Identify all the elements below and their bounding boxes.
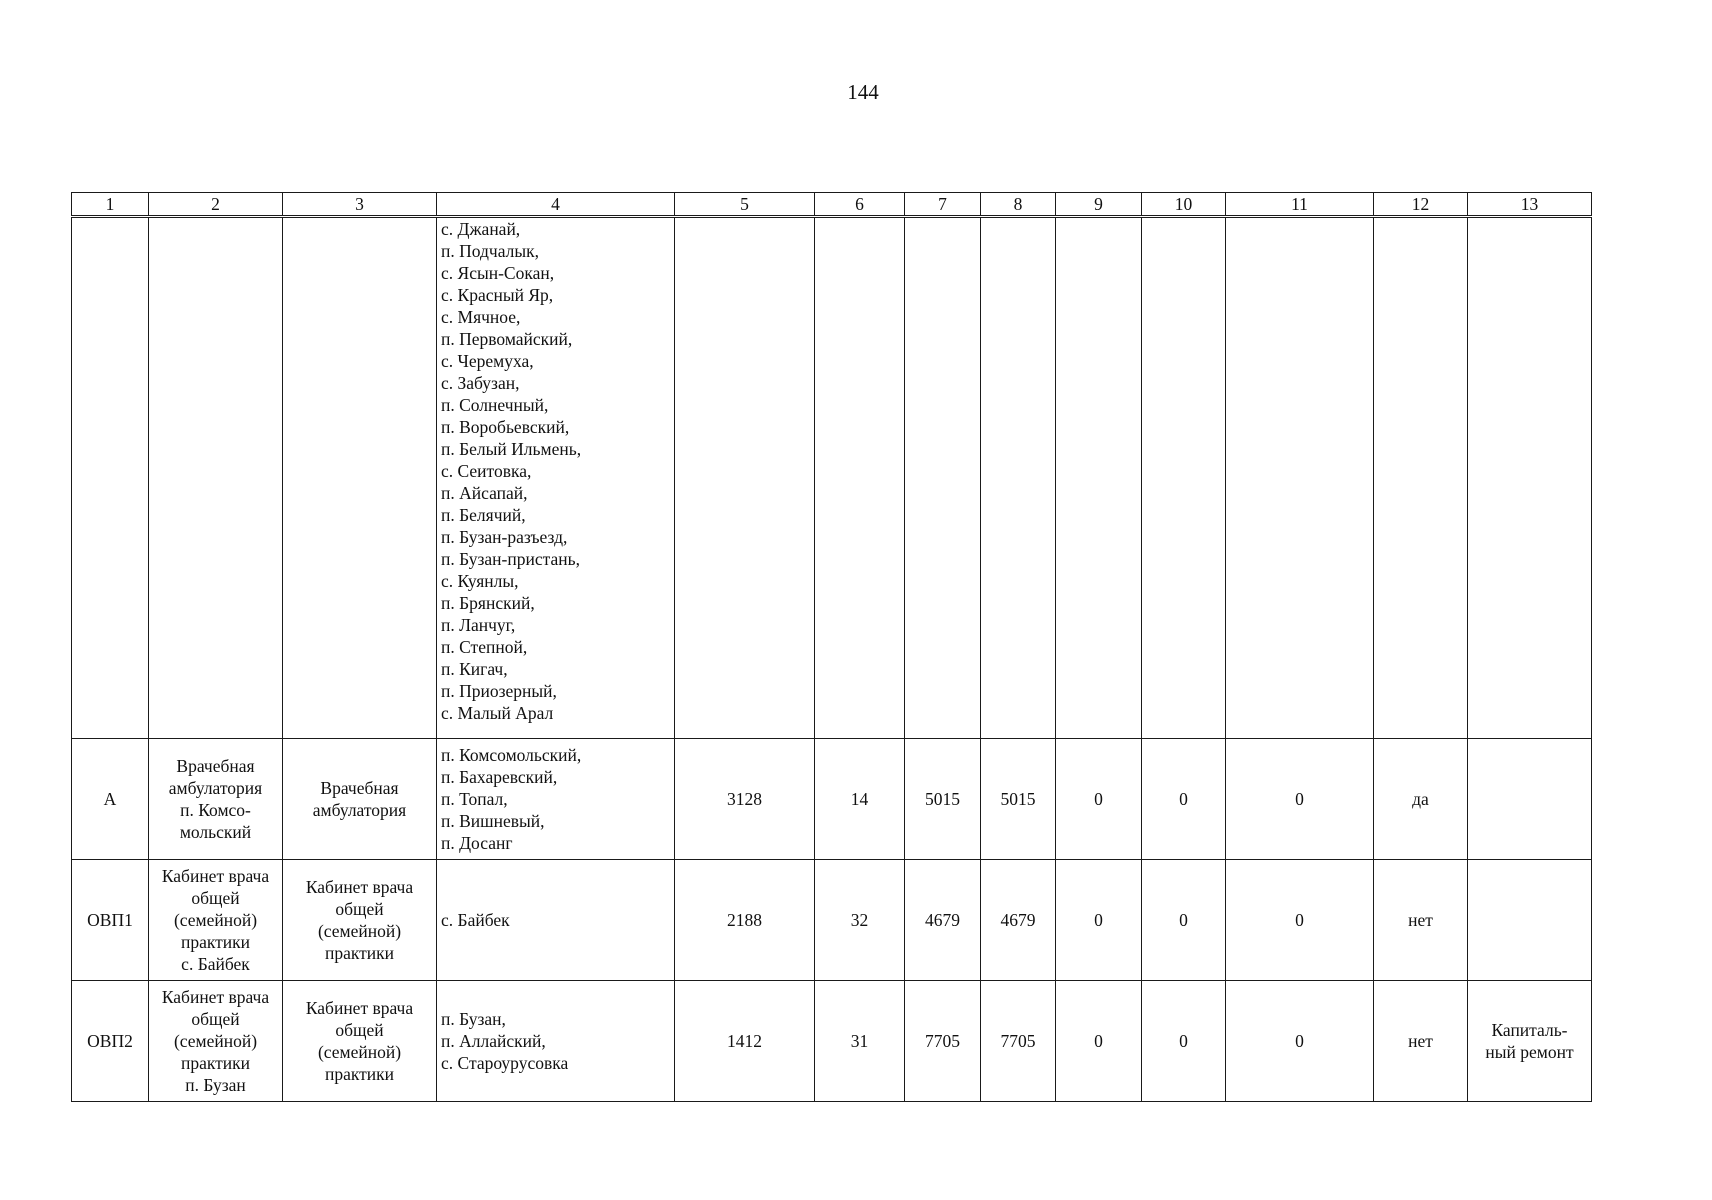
column-header-12: 12 [1374, 193, 1468, 217]
cell-col-6: 14 [815, 739, 905, 860]
cell-line: с. Байбек [441, 910, 510, 930]
cell-line: п. Аллайский, [441, 1031, 546, 1051]
cell-line: с. Мячное, [441, 307, 521, 327]
cell-col-10: 0 [1142, 860, 1226, 981]
cell-line: п. Бузан-пристань, [441, 549, 580, 569]
cell-col-7: 7705 [905, 981, 981, 1102]
cell-col-9: 0 [1056, 860, 1142, 981]
cell-col-12: нет [1374, 860, 1468, 981]
cell-line: п. Белячий, [441, 505, 526, 525]
cell-line: Кабинет врача [305, 998, 414, 1018]
cell-col-8: 5015 [981, 739, 1056, 860]
cell-col-13 [1468, 860, 1592, 981]
cell-col-11: 0 [1226, 739, 1374, 860]
table-header [72, 193, 1592, 217]
cell-line: п. Воробьевский, [441, 417, 570, 437]
cell-line: с. Красный Яр, [441, 285, 554, 305]
cell-line: п. Белый Ильмень, [441, 439, 582, 459]
cell-line: п. Комсо- [180, 800, 251, 820]
cell-col-8: 7705 [981, 981, 1056, 1102]
cell-col-8 [981, 217, 1056, 739]
cell-line: п. Брянский, [441, 593, 535, 613]
cell-col-2 [149, 739, 283, 860]
cell-line: с. Джанай, [441, 219, 521, 239]
cell-line: с. Черемуха, [441, 351, 534, 371]
cell-col-13 [1468, 981, 1592, 1102]
cell-col-7: 4679 [905, 860, 981, 981]
cell-line: п. Приозерный, [441, 681, 557, 701]
cell-line: (семейной) [317, 921, 402, 941]
cell-col-1: А [72, 739, 149, 860]
cell-line: общей [191, 1009, 240, 1029]
column-header-10: 10 [1142, 193, 1226, 217]
header-row [72, 193, 1592, 217]
cell-line: с. Байбек [181, 954, 250, 974]
cell-line: общей [335, 1020, 384, 1040]
cell-col-8: 4679 [981, 860, 1056, 981]
cell-line: Врачебная [176, 756, 255, 776]
cell-line: Капиталь- [1491, 1020, 1568, 1040]
facilities-table [71, 192, 1592, 1102]
column-header-3: 3 [283, 193, 437, 217]
cell-line: амбулатория [312, 800, 407, 820]
cell-col-2 [149, 217, 283, 739]
cell-line: п. Первомайский, [441, 329, 573, 349]
column-header-8: 8 [981, 193, 1056, 217]
column-header-1: 1 [72, 193, 149, 217]
cell-col-13 [1468, 739, 1592, 860]
cell-col-9: 0 [1056, 739, 1142, 860]
cell-line: (семейной) [317, 1042, 402, 1062]
cell-line: Кабинет врача [305, 877, 414, 897]
cell-line: п. Досанг [441, 833, 513, 853]
cell-col-11 [1226, 217, 1374, 739]
cell-line: с. Ясын-Сокан, [441, 263, 555, 283]
cell-line: практики [180, 1053, 251, 1073]
cell-line: с. Староурусовка [441, 1053, 569, 1073]
cell-col-3 [283, 217, 437, 739]
column-header-9: 9 [1056, 193, 1142, 217]
cell-col-4 [437, 981, 675, 1102]
cell-col-10: 0 [1142, 981, 1226, 1102]
column-header-7: 7 [905, 193, 981, 217]
cell-col-10 [1142, 217, 1226, 739]
cell-col-1: ОВП1 [72, 860, 149, 981]
cell-line: п. Степной, [441, 637, 528, 657]
cell-col-1 [72, 217, 149, 739]
cell-col-3 [283, 981, 437, 1102]
cell-col-7 [905, 217, 981, 739]
cell-col-12: нет [1374, 981, 1468, 1102]
cell-col-9 [1056, 217, 1142, 739]
cell-line: практики [324, 1064, 395, 1084]
cell-line: п. Вишневый, [441, 811, 545, 831]
cell-col-5: 3128 [675, 739, 815, 860]
cell-line: п. Бузан-разъезд, [441, 527, 568, 547]
cell-line: п. Бузан [185, 1075, 246, 1095]
cell-line: ный ремонт [1485, 1042, 1574, 1062]
cell-line: практики [324, 943, 395, 963]
column-header-5: 5 [675, 193, 815, 217]
table-row [72, 860, 1592, 981]
cell-col-2 [149, 860, 283, 981]
cell-line: общей [335, 899, 384, 919]
cell-line: (семейной) [173, 1031, 258, 1051]
cell-col-3 [283, 739, 437, 860]
column-header-4: 4 [437, 193, 675, 217]
cell-line: с. Сеитовка, [441, 461, 532, 481]
cell-col-6: 32 [815, 860, 905, 981]
cell-col-3 [283, 860, 437, 981]
cell-col-2 [149, 981, 283, 1102]
cell-line: п. Кигач, [441, 659, 508, 679]
cell-line: амбулатория [168, 778, 263, 798]
cell-line: Кабинет врача [161, 987, 270, 1007]
cell-line: Врачебная [320, 778, 399, 798]
cell-line: мольский [179, 822, 252, 842]
cell-line: п. Подчалык, [441, 241, 539, 261]
cell-line: п. Солнечный, [441, 395, 549, 415]
cell-col-11: 0 [1226, 860, 1374, 981]
cell-line: Кабинет врача [161, 866, 270, 886]
settlement-list-cell [437, 217, 675, 739]
table-row [72, 981, 1592, 1102]
cell-line: п. Топал, [441, 789, 508, 809]
cell-col-5: 2188 [675, 860, 815, 981]
cell-col-9: 0 [1056, 981, 1142, 1102]
column-header-6: 6 [815, 193, 905, 217]
cell-line: с. Куянлы, [441, 571, 519, 591]
cell-col-4 [437, 739, 675, 860]
table-row [72, 739, 1592, 860]
cell-col-12: да [1374, 739, 1468, 860]
cell-col-6: 31 [815, 981, 905, 1102]
cell-col-7: 5015 [905, 739, 981, 860]
cell-col-6 [815, 217, 905, 739]
cell-col-5 [675, 217, 815, 739]
cell-col-10: 0 [1142, 739, 1226, 860]
cell-line: практики [180, 932, 251, 952]
cell-line: с. Малый Арал [441, 703, 554, 723]
cell-col-1: ОВП2 [72, 981, 149, 1102]
cell-line: п. Ланчуг, [441, 615, 516, 635]
cell-line: п. Комсомольский, [441, 745, 582, 765]
cell-line: (семейной) [173, 910, 258, 930]
cell-line: п. Айсапай, [441, 483, 528, 503]
cell-line: с. Забузан, [441, 373, 520, 393]
cell-col-12 [1374, 217, 1468, 739]
cell-col-13 [1468, 217, 1592, 739]
column-header-2: 2 [149, 193, 283, 217]
cell-col-11: 0 [1226, 981, 1374, 1102]
cell-line: п. Бахаревский, [441, 767, 558, 787]
cell-col-5: 1412 [675, 981, 815, 1102]
page-number: 144 [847, 80, 879, 104]
column-header-13: 13 [1468, 193, 1592, 217]
cell-line: п. Бузан, [441, 1009, 506, 1029]
cell-col-4 [437, 860, 675, 981]
column-header-11: 11 [1226, 193, 1374, 217]
table-body [72, 217, 1592, 1102]
continuation-row [72, 217, 1592, 739]
cell-line: общей [191, 888, 240, 908]
